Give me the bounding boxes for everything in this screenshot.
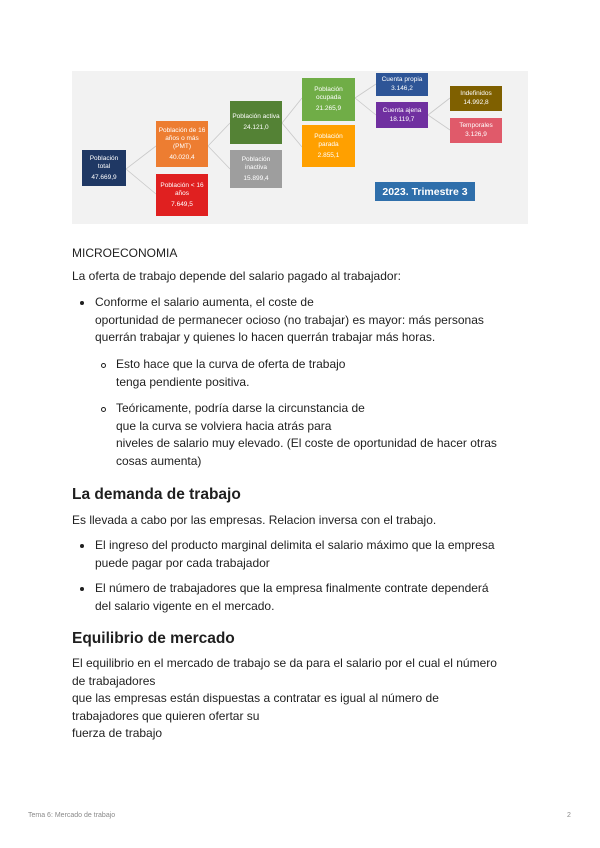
node-value: 21.265,9: [315, 105, 342, 112]
paragraph-equilibrio: [72, 655, 532, 743]
node-poblacion-total: [82, 150, 126, 186]
node-poblacion-parada: [302, 125, 355, 167]
node-cuenta-ajena: [376, 102, 428, 128]
node-poblacion-16-o-mas: [156, 121, 208, 167]
paragraph-line: El equilibrio en el mercado de trabajo se da para el salario por el cual el número: [72, 656, 497, 670]
node-value: 2.855,1: [317, 151, 340, 159]
connector: [208, 123, 230, 146]
node-value: 47.669,9: [91, 173, 117, 181]
bullet-text: niveles de salario muy elevado. (El coste de oportunidad de hacer otras: [116, 436, 497, 450]
bullet-text: tenga pendiente positiva.: [116, 374, 250, 389]
node-label: Temporales: [459, 122, 493, 129]
bullet-text: Esto hace que la curva de oferta de trabajo: [116, 357, 346, 371]
node-value: 15.899,4: [243, 174, 269, 182]
node-value: 3.126,9: [465, 131, 487, 138]
node-label: Cuenta propia: [381, 76, 423, 83]
connector: [208, 146, 230, 169]
connector: [355, 84, 376, 98]
node-label: Cuenta ajena: [382, 106, 422, 114]
sub-bullet-item: [116, 400, 536, 470]
bullet-text: El número de trabajadores que la empresa finalmente contrate dependerá: [95, 581, 489, 595]
paragraph-line: fuerza de trabajo: [72, 726, 163, 740]
bullet-text: querrán trabajar y quienes lo hacen querrán trabajar más horas.: [95, 330, 436, 344]
node-temporales: [450, 118, 502, 143]
connector: [428, 115, 450, 130]
bullet-text: El ingreso del producto marginal delimita el salario máximo que la empresa: [95, 538, 495, 552]
connector: [282, 123, 302, 147]
connector: [282, 98, 302, 123]
bullet-item: [95, 294, 535, 347]
page-number: 2: [567, 812, 571, 819]
labor-market-diagram: [72, 71, 528, 224]
node-label: Población < 16 años: [160, 181, 204, 197]
node-label: Población activa: [232, 113, 280, 120]
bullet-text: Teóricamente, podría darse la circunstancia de: [116, 401, 365, 415]
node-poblacion-inactiva: [230, 150, 282, 188]
bullet-text: cosas aumenta): [116, 453, 202, 468]
footer-title: Tema 6: Mercado de trabajo: [28, 812, 116, 819]
connector: [126, 146, 156, 169]
node-cuenta-propia: [376, 73, 428, 96]
node-label: Población inactiva: [241, 155, 271, 171]
bullet-item: [95, 580, 535, 615]
paragraph-line: trabajadores que quieren ofertar su: [72, 708, 260, 723]
node-label: Población de 16 años o más (PMT): [158, 126, 206, 150]
node-value: 14.992,8: [463, 99, 489, 106]
heading-demanda: La demanda de trabajo: [72, 486, 241, 503]
node-label: Población ocupada: [314, 86, 343, 101]
connector: [126, 169, 156, 194]
bullet-text: del salario vigente en el mercado.: [95, 598, 275, 613]
node-value: 3.146,2: [391, 85, 413, 92]
section-label: MICROECONOMIA: [72, 246, 178, 260]
node-poblacion-ocupada: [302, 78, 355, 121]
node-value: 40.020,4: [169, 153, 195, 161]
period-badge: 2023. Trimestre 3: [375, 182, 475, 201]
bullet-item: [95, 537, 535, 572]
bullet-text: Conforme el salario aumenta, el coste de: [95, 295, 314, 309]
paragraph: La oferta de trabajo depende del salario pagado al trabajador:: [72, 269, 401, 283]
connector: [428, 98, 450, 115]
paragraph-line: de trabajadores: [72, 673, 156, 688]
node-poblacion-activa: [230, 101, 282, 144]
node-value: 18.119,7: [389, 115, 415, 123]
node-label: Indefinidos: [460, 90, 492, 97]
node-label: Población parada: [314, 132, 343, 148]
paragraph-line: que las empresas están dispuestas a contratar es igual al número de: [72, 691, 439, 705]
bullet-text: puede pagar por cada trabajador: [95, 555, 270, 570]
node-value: 24.121,0: [243, 124, 269, 131]
paragraph: Es llevada a cabo por las empresas. Relacion inversa con el trabajo.: [72, 513, 437, 527]
node-indefinidos: [450, 86, 502, 111]
bullet-text: oportunidad de permanecer ocioso (no trabajar) es mayor: más personas: [95, 312, 484, 327]
connector: [355, 98, 376, 115]
node-label: Población total: [89, 154, 119, 170]
sub-bullet-item: [116, 356, 536, 391]
bullet-text: que la curva se volviera hacia atrás para: [116, 418, 332, 433]
node-value: 7.649,5: [171, 200, 193, 208]
heading-equilibrio: Equilibrio de mercado: [72, 630, 235, 647]
node-poblacion-menor-16: [156, 174, 208, 216]
